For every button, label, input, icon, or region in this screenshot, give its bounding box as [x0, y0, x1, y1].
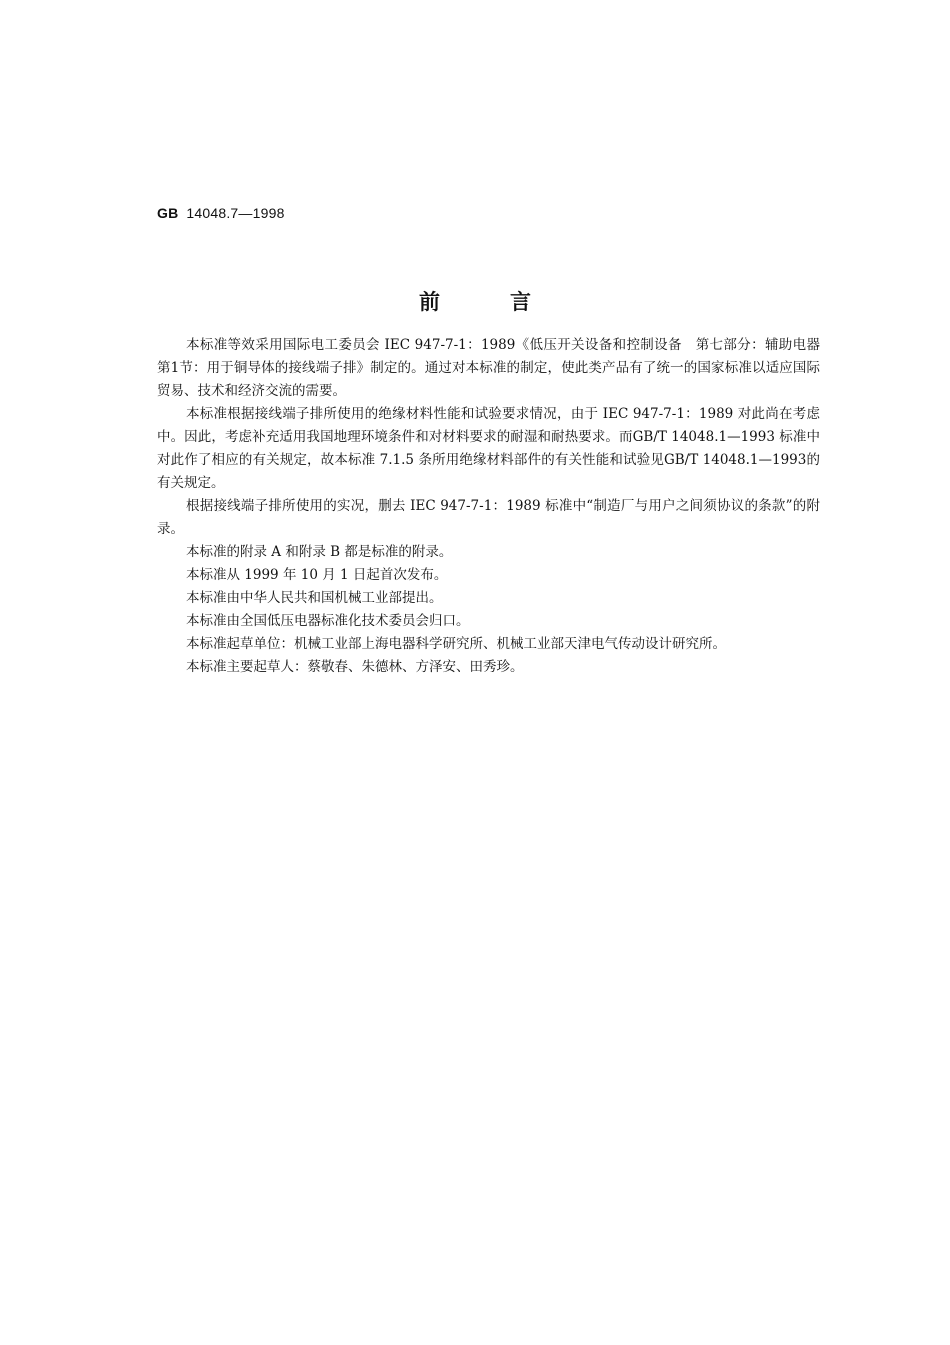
paragraph-drafters: 本标准主要起草人：蔡敬春、朱德林、方泽安、田秀珍。 — [186, 659, 524, 675]
standard-prefix: GB — [157, 205, 179, 221]
standard-number: 14048.7—1998 — [186, 205, 285, 221]
paragraph-first-issue: 本标准从 1999 年 10 月 1 日起首次发布。 — [186, 567, 448, 583]
paragraph-insulation: 本标准根据接线端子排所使用的绝缘材料性能和试验要求情况，由于 IEC 947-7-1：1989 对此尚在考虑中。因此，考虑补充适用我国地理环境条件和对材料要求的耐湿和耐热要求。而GB/T 14048.1—1993 标准中对此作了相应的有关规定，故本标准 7.1.5 条所用绝缘材料部件的有关性能和试验见GB/T 14048.1—1993的有关规定。 — [157, 406, 820, 491]
page-title: 前言 — [419, 289, 601, 314]
paragraph-adoption: 本标准等效采用国际电工委员会 IEC 947-7-1：1989《低压开关设备和控制设备 第七部分：辅助电器 第1节：用于铜导体的接线端子排》制定的。通过对本标准的制定，使此类产品有了统一的国家标准以适应国际贸易、技术和经济交流的需要。 — [157, 337, 834, 399]
paragraph-annexes: 本标准的附录 A 和附录 B 都是标准的附录。 — [186, 544, 453, 560]
paragraph-proposed-by: 本标准由中华人民共和国机械工业部提出。 — [186, 590, 443, 606]
foreword-body — [157, 334, 834, 679]
paragraph-administered-by: 本标准由全国低压电器标准化技术委员会归口。 — [186, 613, 470, 629]
standard-code — [157, 205, 285, 221]
paragraph-drafting-units: 本标准起草单位：机械工业部上海电器科学研究所、机械工业部天津电气传动设计研究所。 — [186, 636, 726, 652]
paragraph-annex-removed: 根据接线端子排所使用的实况，删去 IEC 947-7-1：1989 标准中“制造厂与用户之间须协议的条款”的附录。 — [157, 498, 820, 537]
